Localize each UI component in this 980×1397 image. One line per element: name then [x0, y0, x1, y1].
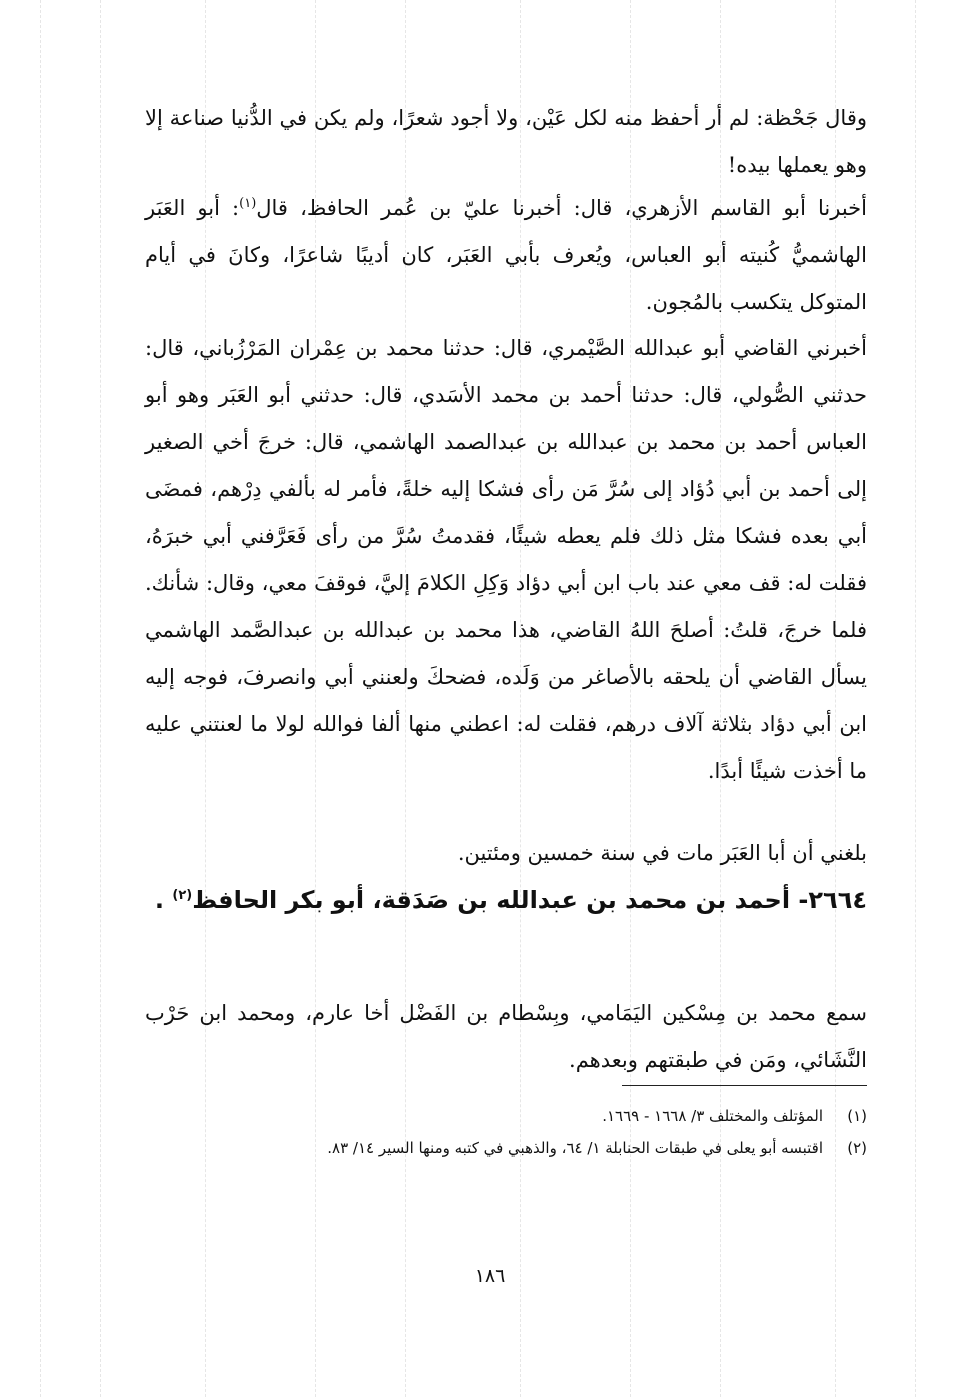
page-number: ١٨٦	[474, 1265, 506, 1287]
paragraph-text	[145, 185, 867, 326]
footnote-1	[145, 1100, 867, 1132]
paragraph-text: وقال جَحْظة: لم أر أحفظ منه لكل عَيْن، ولا أجود شعرًا، ولم يكن في الدُّنيا صناعة إلا وهو يعملها بيده!	[145, 106, 867, 177]
paragraph-azhari-report	[145, 185, 867, 326]
entry-heading-end: .	[154, 886, 173, 914]
footnote-text: المؤتلف والمختلف ٣/ ١٦٦٨ - ١٦٦٩.	[602, 1107, 823, 1125]
paragraph-text-part: أخبرنا أبو القاسم الأزهري، قال: أخبرنا عليّ بن عُمر الحافظ، قال	[256, 196, 867, 220]
footnote-ref-1: (١)	[239, 196, 257, 211]
footnote-divider	[622, 1085, 867, 1086]
entry-heading-text: ٢٦٦٤- أحمد بن محمد بن عبدالله بن صَدَقة، أبو بكر الحافظ	[192, 886, 867, 914]
paragraph-text: سمع محمد بن مِسْكين اليَمَامي، وبِسْطام بن الفَضْل أخا عارم، ومحمد ابن حَرْب النَّشَائي، ومَن في طبقتهم وبعدهم.	[145, 1001, 867, 1072]
footnote-ref-2: (٢)	[172, 888, 193, 903]
paragraph-saymari-report	[145, 325, 867, 795]
footnote-text: اقتبسه أبو يعلى في طبقات الحنابلة ١/ ٦٤، والذهبي في كتبه ومنها السير ١٤/ ٨٣.	[327, 1139, 823, 1157]
footnote-number: (١)	[847, 1107, 867, 1125]
footnote-2	[145, 1132, 867, 1164]
paragraph-text-part: : أبو العَبَر الهاشميُّ كُنيته أبو العباس، ويُعرف بأبي العَبَر، كان أديبًا شاعرًا، وكانَ في أيام المتوكل يتكسب بالمُجون.	[145, 196, 867, 314]
footnotes	[145, 1100, 867, 1164]
entry-heading	[145, 875, 867, 925]
paragraph-text: بلغني أن أبا العَبَر مات في سنة خمسين ومئتين.	[457, 841, 867, 865]
paragraph-jahza-quote	[145, 95, 867, 189]
paragraph-death-note	[145, 830, 867, 877]
paragraph-text: أخبرني القاضي أبو عبدالله الصَّيْمري، قال: حدثنا محمد بن عِمْران المَرْزُباني، قال: حدثني الصُّولي، قال: حدثنا أحمد بن محمد الأسَدي، قال: حدثني أبو العَبَر وهو أبو العباس أحمد بن محمد بن عبدالله بن عبدالصمد الهاشمي، قال: خرجَ أخي الصغير إلى أحمد بن أبي دُؤاد إلى سُرَّ مَن رأى فشكا إليه خلةً، فأمر له بألفي دِرْهم، فمضَى أبي بعده فشكا مثل ذلك فلم يعطه شيئًا، فقدمتُ سُرَّ من رأى فَعَرَّفني أبي خبرَهُ، فقلت له: قف معي عند باب ابن أبي دؤاد وَكِلِ الكلامَ إليَّ، فوقفَ معي، وقال: شأنك. فلما خرجَ، قلتُ: أصلحَ اللهُ القاضي، هذا محمد بن عبدالله بن عبدالصَّمد الهاشمي يسأل القاضي أن يلحقه بالأصاغر من وَلَده، فضحكَ ولعنني أبي وانصرفَ، فوجه إليه ابن أبي دؤاد بثلاثة آلاف درهم، فقلت له: اعطني منها ألفا فوالله لولا ما لعنتني عليه ما أخذت شيئًا أبدًا.	[145, 336, 867, 783]
footnote-number: (٢)	[847, 1139, 867, 1157]
paragraph-entry-body	[145, 990, 867, 1084]
